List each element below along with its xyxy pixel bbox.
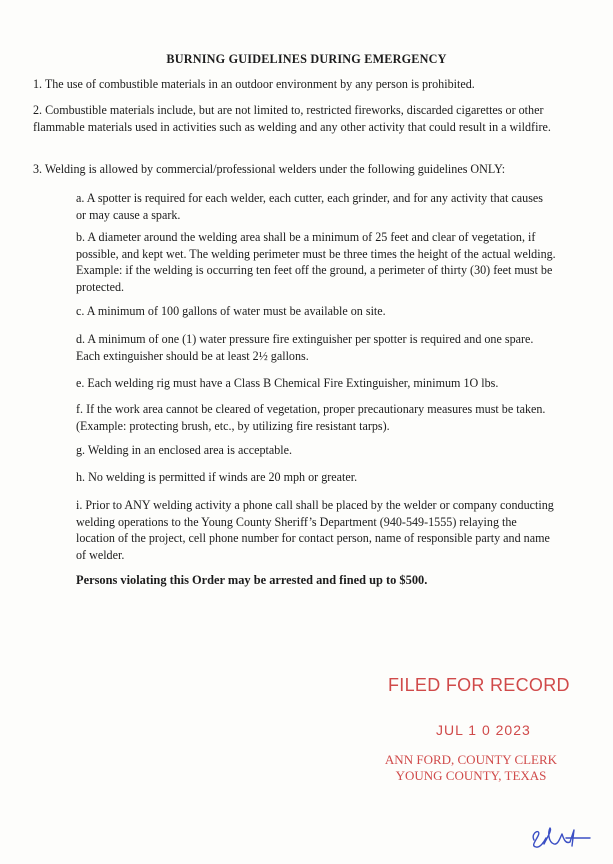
guideline-f: f. If the work area cannot be cleared of vegetation, proper precautionary measures must be taken. (Example: protecting brush, etc., by utilizing fire resistant tarps). bbox=[76, 402, 546, 433]
guideline-c: c. A minimum of 100 gallons of water must be available on site. bbox=[76, 304, 386, 318]
guideline-i: i. Prior to ANY welding activity a phone call shall be placed by the welder or company conducting welding operations to the Young County Sheriff’s Department (940-549-1555) relaying the location of the project, cell phone number for contact person, name of responsible party and name of welder. bbox=[76, 498, 554, 562]
document-title: BURNING GUIDELINES DURING EMERGENCY bbox=[166, 52, 447, 66]
guideline-e: e. Each welding rig must have a Class B Chemical Fire Extinguisher, minimum 1O lbs. bbox=[76, 376, 499, 390]
guideline-a: a. A spotter is required for each welder, each cutter, each grinder, and for any activity that causes or may cause a spark. bbox=[76, 191, 543, 222]
filed-stamp-date: JUL 1 0 2023 bbox=[436, 722, 531, 738]
guideline-d: d. A minimum of one (1) water pressure fire extinguisher per spotter is required and one spare. Each extinguisher should be at least 2½ gallons. bbox=[76, 332, 534, 363]
paragraph-2: 2. Combustible materials include, but are not limited to, restricted fireworks, discarded cigarettes or other flammable materials used in activities such as welding and any other activity that could result in a wildfire. bbox=[33, 103, 551, 134]
clerk-county: YOUNG COUNTY, TEXAS bbox=[395, 768, 547, 783]
guideline-g: g. Welding in an enclosed area is acceptable. bbox=[76, 443, 293, 457]
guideline-b: b. A diameter around the welding area shall be a minimum of 25 feet and clear of vegetation, if possible, and kept wet. The welding perimeter must be three times the height of the actual welding. Example: if the welding is occurring ten feet off the ground, a perimeter of thirty (30) feet must be protected. bbox=[76, 230, 556, 294]
filed-stamp-title: FILED FOR RECORD bbox=[388, 675, 570, 695]
clerk-name: ANN FORD, COUNTY CLERK bbox=[384, 752, 558, 767]
guideline-h: h. No welding is permitted if winds are 20 mph or greater. bbox=[76, 470, 358, 484]
filed-stamp-clerk bbox=[378, 752, 564, 784]
paragraph-1: 1. The use of combustible materials in an outdoor environment by any person is prohibited. bbox=[33, 77, 475, 91]
penalty-warning: Persons violating this Order may be arrested and fined up to $500. bbox=[76, 573, 428, 587]
clerk-signature bbox=[528, 822, 594, 852]
paragraph-3: 3. Welding is allowed by commercial/professional welders under the following guidelines ONLY: bbox=[33, 162, 506, 176]
